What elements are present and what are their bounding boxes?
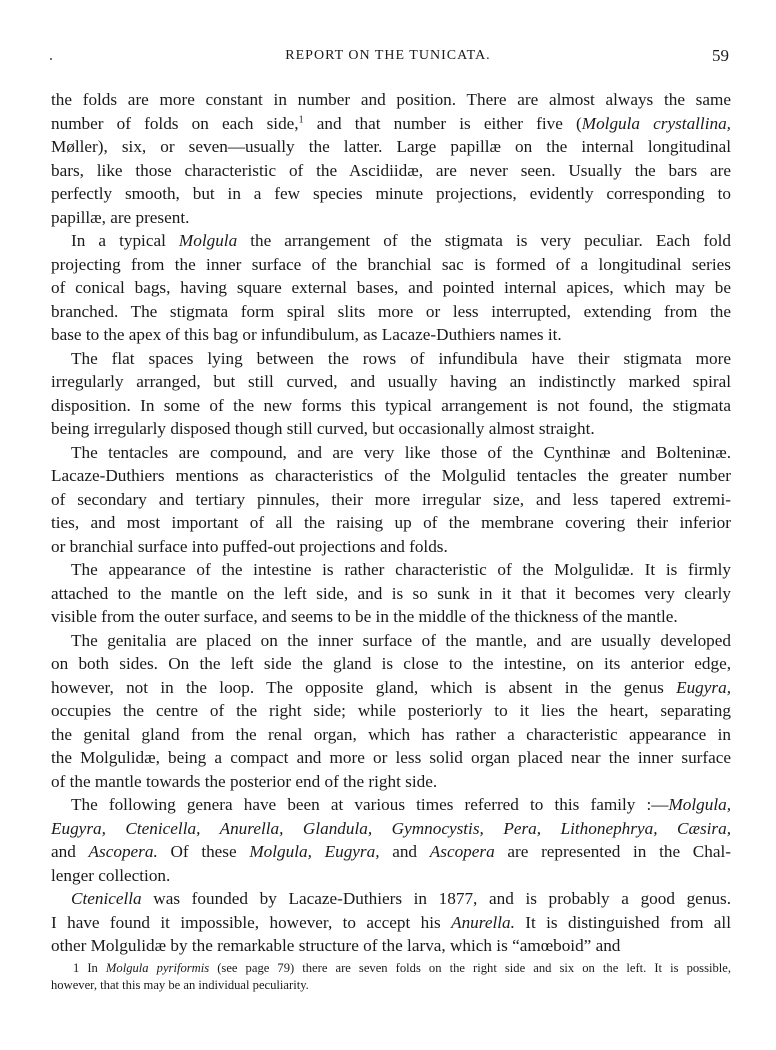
text-run: The appearance of the intestine is rather characteristic of the Molgulidæ. It is firmly bbox=[71, 560, 731, 579]
text-run: Molgula pyriformis bbox=[105, 961, 210, 975]
text-line bbox=[51, 911, 731, 935]
text-run: Eugyra, Ctenicella, Anurella, Glandula, Gymnocystis, Pera, Lithonephrya, Cæsira, bbox=[51, 818, 731, 838]
text-run: the arrangement of the stigmata is very peculiar. Each fold bbox=[237, 231, 732, 250]
text-run: of the mantle towards the posterior end of the right side. bbox=[51, 771, 438, 791]
text-run: number of folds on each side, bbox=[51, 113, 299, 133]
paragraph bbox=[51, 629, 731, 794]
text-run: on both sides. On the left side the gland is close to the intestine, on its anterior edge, bbox=[51, 654, 731, 673]
body-text bbox=[51, 88, 731, 958]
footnote-line bbox=[51, 960, 731, 977]
text-line bbox=[51, 770, 731, 794]
text-line bbox=[51, 88, 731, 112]
text-run: perfectly smooth, but in a few species minute projections, evidently corresponding to bbox=[51, 184, 731, 203]
text-run: Anurella. bbox=[451, 912, 515, 932]
text-line bbox=[51, 864, 731, 888]
text-run: The flat spaces lying between the rows of infundibula have their stigmata more bbox=[71, 348, 731, 368]
paragraph bbox=[51, 441, 731, 559]
paragraph bbox=[51, 793, 731, 887]
text-run: Molgula bbox=[178, 231, 238, 250]
paragraph bbox=[51, 347, 731, 441]
text-run: The following genera have been at various times referred to this family :— bbox=[71, 795, 669, 814]
text-run: Of these bbox=[157, 842, 250, 861]
text-line bbox=[51, 394, 731, 418]
text-run: Lacaze-Duthiers mentions as characteristics of the Molgulid tentacles the greater number bbox=[51, 466, 731, 485]
text-line bbox=[51, 676, 731, 700]
text-run: The genitalia are placed on the inner surface of the mantle, and are usually developed bbox=[71, 630, 731, 650]
text-run: being irregularly disposed though still curved, but occasionally almost straight. bbox=[51, 419, 595, 438]
text-line bbox=[51, 558, 731, 582]
text-run: It is distinguished from all bbox=[514, 912, 731, 932]
text-line bbox=[51, 887, 731, 911]
text-run: and bbox=[379, 842, 430, 861]
text-line bbox=[51, 135, 731, 159]
text-line bbox=[51, 347, 731, 371]
text-line bbox=[51, 182, 731, 206]
text-run: visible from the outer surface, and seems to be in the middle of the thickness of the mantle. bbox=[51, 607, 678, 626]
text-line bbox=[51, 582, 731, 606]
text-line bbox=[51, 370, 731, 394]
text-line bbox=[51, 535, 731, 559]
text-line bbox=[51, 229, 731, 253]
text-line bbox=[51, 253, 731, 277]
text-line bbox=[51, 323, 731, 347]
text-run: Eugyra, bbox=[676, 677, 731, 697]
paragraph bbox=[51, 558, 731, 629]
text-run: are represented in the Chal- bbox=[494, 842, 731, 861]
footnote bbox=[51, 960, 731, 994]
text-run: base to the apex of this bag or infundibulum, as Lacaze-Duthiers names it. bbox=[51, 325, 562, 344]
text-line bbox=[51, 206, 731, 230]
text-run: Molgula crystallina, bbox=[581, 113, 731, 133]
text-run: The tentacles are compound, and are very like those of the Cynthinæ and Bolteninæ. bbox=[71, 442, 731, 462]
footnote-line bbox=[51, 977, 731, 994]
text-line bbox=[51, 652, 731, 676]
text-run: irregularly arranged, but still curved, and usually having an indistinctly marked spiral bbox=[51, 372, 731, 391]
text-run: however, not in the loop. The opposite gland, which is absent in the genus bbox=[51, 677, 677, 697]
text-run: I have found it impossible, however, to accept his bbox=[51, 912, 452, 932]
text-line bbox=[51, 605, 731, 629]
text-run: however, that this may be an individual peculiarity. bbox=[51, 978, 309, 992]
text-line bbox=[51, 817, 731, 841]
text-run: the Molgulidæ, being a compact and more or less solid organ placed near the inner surface bbox=[51, 748, 731, 767]
text-run: Molgula, bbox=[668, 795, 731, 814]
text-line bbox=[51, 840, 731, 864]
text-run: bars, like those characteristic of the Ascidiidæ, are never seen. Usually the bars are bbox=[51, 160, 731, 180]
text-run: other Molgulidæ by the remarkable structure of the larva, which is “amœboid” and bbox=[51, 936, 621, 955]
text-run: or branchial surface into puffed-out projections and folds. bbox=[51, 536, 448, 556]
text-run: projecting from the inner surface of the branchial sac is formed of a longitudinal series bbox=[51, 254, 731, 274]
text-run: Ascopera. bbox=[88, 842, 158, 861]
text-line bbox=[51, 112, 731, 136]
text-run: of conical bags, having square external bases, and pointed internal apices, which may be bbox=[51, 278, 731, 297]
text-run: 1 In bbox=[73, 961, 106, 975]
text-run: Ascopera bbox=[429, 842, 495, 861]
text-run: Møller), six, or seven—usually the latter. Large papillæ on the internal longitudinal bbox=[51, 137, 731, 156]
text-run: of secondary and tertiary pinnules, their more irregular size, and less tapered extremi- bbox=[51, 489, 731, 509]
text-line bbox=[51, 723, 731, 747]
text-run: Ctenicella bbox=[71, 889, 142, 908]
text-line bbox=[51, 699, 731, 723]
text-run: the genital gland from the renal organ, which has rather a characteristic appearance in bbox=[51, 724, 731, 744]
text-run: lenger collection. bbox=[51, 865, 171, 885]
text-line bbox=[51, 464, 731, 488]
running-header: REPORT ON THE TUNICATA. bbox=[285, 48, 491, 63]
text-line bbox=[51, 488, 731, 512]
text-line bbox=[51, 300, 731, 324]
text-run: occupies the centre of the right side; while posteriorly to it lies the heart, separating bbox=[51, 701, 731, 720]
text-line bbox=[51, 159, 731, 183]
text-line bbox=[51, 746, 731, 770]
text-run: was founded by Lacaze-Duthiers in 1877, and is probably a good genus. bbox=[141, 889, 731, 908]
text-run: In a typical bbox=[71, 231, 179, 250]
text-run: papillæ, are present. bbox=[51, 207, 190, 227]
text-run: Molgula, Eugyra, bbox=[249, 842, 380, 861]
text-run: attached to the mantle on the left side, and is so sunk in it that it becomes very clearly bbox=[51, 583, 731, 603]
text-run: (see page 79) there are seven folds on the right side and six on the left. It is possible, bbox=[209, 961, 731, 975]
footnote-ref: 1 bbox=[298, 113, 304, 125]
text-run: the folds are more constant in number and position. There are almost always the same bbox=[51, 90, 731, 109]
text-line bbox=[51, 511, 731, 535]
paragraph bbox=[51, 88, 731, 229]
text-line bbox=[51, 276, 731, 300]
paragraph bbox=[51, 887, 731, 958]
text-line bbox=[51, 793, 731, 817]
text-line bbox=[51, 417, 731, 441]
text-run: disposition. In some of the new forms this typical arrangement is not found, the stigmata bbox=[51, 395, 731, 415]
text-line bbox=[51, 629, 731, 653]
text-line bbox=[51, 441, 731, 465]
page-number: 59 bbox=[712, 46, 729, 65]
text-run: ties, and most important of all the raising up of the membrane covering their inferior bbox=[51, 513, 731, 532]
text-run: and that number is either five ( bbox=[303, 113, 582, 133]
text-line bbox=[51, 934, 731, 958]
paragraph bbox=[51, 229, 731, 347]
text-run: and bbox=[51, 842, 89, 861]
text-run: branched. The stigmata form spiral slits more or less interrupted, extending from the bbox=[51, 301, 731, 321]
